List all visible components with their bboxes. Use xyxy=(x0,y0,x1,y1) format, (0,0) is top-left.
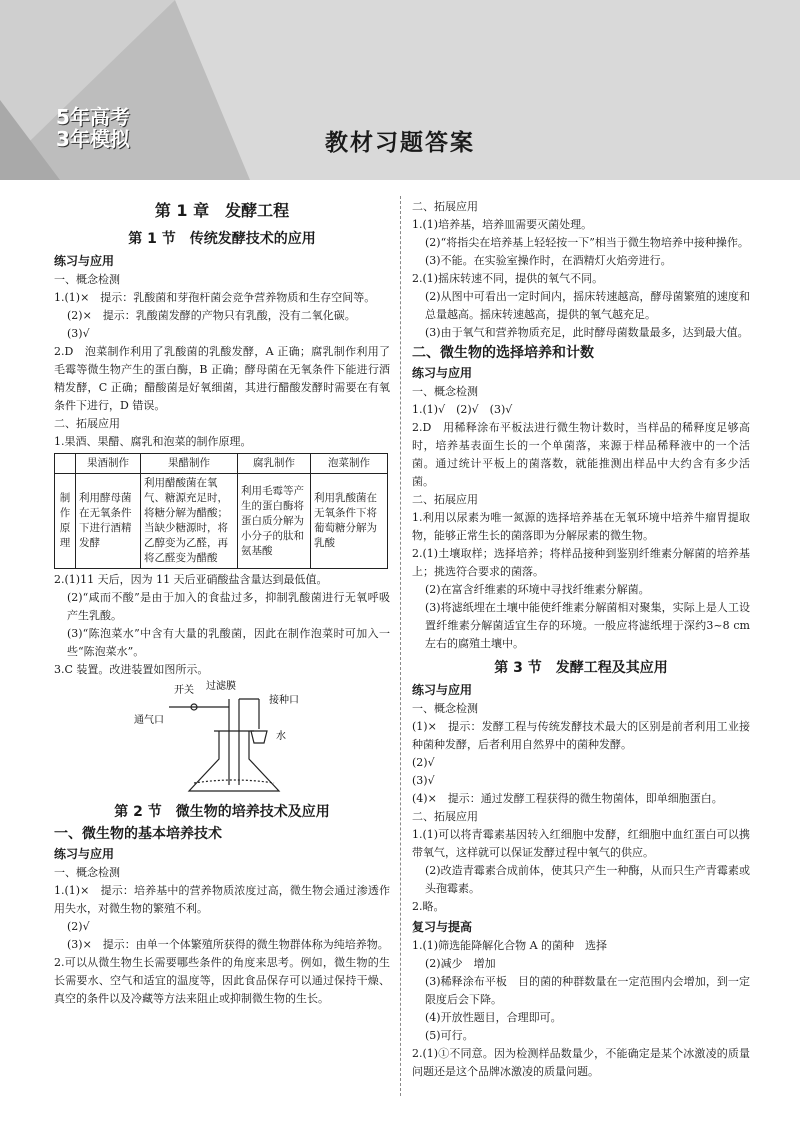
table-header-cell: 泡菜制作 xyxy=(311,454,388,474)
text-line: 1.(1)筛选能降解化合物 A 的菌种 选择 xyxy=(412,939,608,952)
subheading-practice: 练习与应用 xyxy=(54,254,115,268)
text-line: 一、概念检测 xyxy=(412,702,478,715)
text-line: 2.可以从微生物生长需要哪些条件的角度来思考。例如，微生物的生长需要水、空气和适宜的温度等，因此食品保存可以通过保持干燥、真空的条件以及冷藏等方法来阻止或抑制微生物的生长。 xyxy=(54,956,390,1005)
text-line: 二、拓展应用 xyxy=(412,810,478,823)
table-row xyxy=(55,474,388,569)
label-switch: 开关 xyxy=(174,685,194,696)
text-line: (4)× 提示：通过发酵工程获得的微生物菌体，即单细胞蛋白。 xyxy=(412,792,723,805)
text-line: 2.(1)摇床转速不同，提供的氧气不同。 xyxy=(412,272,604,285)
column-divider xyxy=(400,196,401,1096)
text-line: (3)“陈泡菜水”中含有大量的乳酸菌，因此在制作泡菜时可加入一些“陈泡菜水”。 xyxy=(67,627,390,658)
text-line: (3)由于氧气和营养物质充足，此时酵母菌数量最多，达到最大值。 xyxy=(425,326,749,339)
header-banner xyxy=(0,0,800,180)
section-title-2: 第 2 节 微生物的培养技术及应用 xyxy=(114,804,330,820)
text-line: 2.略。 xyxy=(412,900,445,913)
text-line: 2.D 用稀释涂布平板法进行微生物计数时，当样品的稀释度足够高时，培养基表面生长的一个单菌落，来源于样品稀释液中的一个活菌。通过统计平板上的菌落数，就能推测出样品中大约含有多少活菌。 xyxy=(412,421,750,488)
logo-line1: 5年高考 xyxy=(56,105,130,129)
label-pump: 接种口 xyxy=(269,695,299,706)
text-line: 2.D 泡菜制作利用了乳酸菌的乳酸发酵，A 正确；腐乳制作利用了毛霉等微生物产生的蛋白酶，B 正确；酵母菌在无氧条件下能进行酒精发酵，C 正确；醋酸菌是好氧细菌，其进行醋酸发酵时需要在有氧条件下进行，D 错误。 xyxy=(54,345,390,412)
table-header-row xyxy=(55,454,388,474)
text-line: 2.(1)①不同意。因为检测样品数量少，不能确定是某个冰激凌的质量问题还是这个品牌冰激凌的质量问题。 xyxy=(412,1047,750,1078)
text-line: (3)将滤纸埋在土壤中能使纤维素分解菌相对聚集，实际上是人工设置纤维素分解菌适宜生存的环境。一般应将滤纸埋于深约3~8 cm左右的腐殖土壤中。 xyxy=(425,601,750,650)
page-title: 教材习题答案 xyxy=(325,130,475,156)
subsection-title: 二、微生物的选择培养和计数 xyxy=(412,345,594,361)
text-line: (4)开放性题目，合理即可。 xyxy=(425,1011,562,1024)
table-cell: 利用酵母菌在无氧条件下进行酒精发酵 xyxy=(76,474,141,569)
text-line: (1)× 提示：发酵工程与传统发酵技术最大的区别是前者利用工业接种菌种发酵，后者利用自然界中的菌种发酵。 xyxy=(412,720,750,751)
text-line: 一、概念检测 xyxy=(54,273,120,286)
text-line: (2)从图中可看出一定时间内，摇床转速越高，酵母菌繁殖的速度和总量越高。摇床转速越高，提供的氧气越充足。 xyxy=(425,290,750,321)
comparison-table xyxy=(54,453,388,569)
left-column xyxy=(54,198,390,1008)
text-line: (2)在富含纤维素的环境中寻找纤维素分解菌。 xyxy=(425,583,650,596)
text-line: (3)√ xyxy=(67,327,90,340)
table-cell: 利用毛霉等产生的蛋白酶将蛋白质分解为小分子的肽和氨基酸 xyxy=(238,474,311,569)
subheading-practice: 练习与应用 xyxy=(412,366,473,380)
subheading-review: 复习与提高 xyxy=(412,920,473,934)
text-line: (3)不能。在实验室操作时，在酒精灯火焰旁进行。 xyxy=(425,254,672,267)
text-line: 1.(1)× 提示：培养基中的营养物质浓度过高，微生物会通过渗透作用失水，对微生物的繁殖不利。 xyxy=(54,884,390,915)
subheading-practice: 练习与应用 xyxy=(412,683,473,697)
text-line: 2.(1)11 天后，因为 11 天后亚硝酸盐含量达到最低值。 xyxy=(54,573,328,586)
text-line: (2)改造青霉素合成前体，使其只产生一种酶，从而只生产青霉素或头孢霉素。 xyxy=(425,864,750,895)
table-header-cell: 果醋制作 xyxy=(141,454,238,474)
section-title-1: 第 1 节 传统发酵技术的应用 xyxy=(128,231,316,247)
label-water: 水 xyxy=(276,731,286,742)
text-line: (3)√ xyxy=(412,774,435,787)
chapter-title: 第 1 章 发酵工程 xyxy=(154,201,290,220)
text-line: 1.(1)可以将青霉素基因转入红细胞中发酵，红细胞中血红蛋白可以携带氧气，这样就可以保证发酵过程中氧气的供应。 xyxy=(412,828,750,859)
text-line: (2)“咸而不酸”是由于加入的食盐过多，抑制乳酸菌进行无氧呼吸产生乳酸。 xyxy=(67,591,390,622)
flask-diagram xyxy=(54,679,390,797)
label-filter: 过滤膜 xyxy=(206,681,236,692)
text-line: (2)√ xyxy=(412,756,435,769)
text-line: 1.(1)培养基，培养皿需要灭菌处理。 xyxy=(412,218,593,231)
apparatus-figure xyxy=(54,679,390,797)
table-row-label: 制作原理 xyxy=(55,474,76,569)
text-line: 1.(1)× 提示：乳酸菌和芽孢杆菌会竞争营养物质和生存空间等。 xyxy=(54,291,376,304)
table-header-cell: 腐乳制作 xyxy=(238,454,311,474)
subheading-practice: 练习与应用 xyxy=(54,847,115,861)
liquid-surface xyxy=(194,780,274,783)
section-title-3: 第 3 节 发酵工程及其应用 xyxy=(494,660,668,676)
text-line: 一、概念检测 xyxy=(412,385,478,398)
text-line: 1.(1)√ (2)√ (3)√ xyxy=(412,403,513,416)
text-line: (2)减少 增加 xyxy=(425,957,496,970)
table-cell: 利用乳酸菌在无氧条件下将葡萄糖分解为乳酸 xyxy=(311,474,388,569)
text-line: 1.利用以尿素为唯一氮源的选择培养基在无氧环境中培养牛瘤胃提取物，能够正常生长的菌落即为分解尿素的微生物。 xyxy=(412,511,750,542)
text-line: (5)可行。 xyxy=(425,1029,474,1042)
text-line: 一、概念检测 xyxy=(54,866,120,879)
table-header-cell xyxy=(55,454,76,474)
text-line: (3)× 提示：由单一个体繁殖所获得的微生物群体称为纯培养物。 xyxy=(67,938,389,951)
table-cell: 利用醋酸菌在氧气、糖源充足时，将糖分解为醋酸；当缺少糖源时，将乙醇变为乙醛，再将乙醛变为醋酸 xyxy=(141,474,238,569)
text-line: (2)× 提示：乳酸菌发酵的产物只有乳酸，没有二氧化碳。 xyxy=(67,309,356,322)
text-line: 二、拓展应用 xyxy=(412,493,478,506)
text-line: 3.C 装置。改进装置如图所示。 xyxy=(54,663,209,676)
logo-line2: 3年模拟 xyxy=(56,127,130,151)
text-line: 二、拓展应用 xyxy=(54,417,120,430)
text-line: (2)“将指尖在培养基上轻轻按一下”相当于微生物培养中接种操作。 xyxy=(425,236,749,249)
text-line: (3)稀释涂布平板 目的菌的种群数量在一定范围内会增加，到一定限度后会下降。 xyxy=(425,975,750,1006)
right-column xyxy=(412,198,750,1081)
table-header-cell: 果酒制作 xyxy=(76,454,141,474)
subsection-title: 一、微生物的基本培养技术 xyxy=(54,826,222,842)
label-gas: 通气口 xyxy=(134,715,164,726)
text-line: (2)√ xyxy=(67,920,90,933)
text-line: 二、拓展应用 xyxy=(412,200,478,213)
text-line: 2.(1)土壤取样；选择培养；将样品接种到鉴别纤维素分解菌的培养基上；挑选符合要求的菌落。 xyxy=(412,547,750,578)
water-cup xyxy=(251,731,267,743)
text-line: 1.果酒、果醋、腐乳和泡菜的制作原理。 xyxy=(54,435,252,448)
